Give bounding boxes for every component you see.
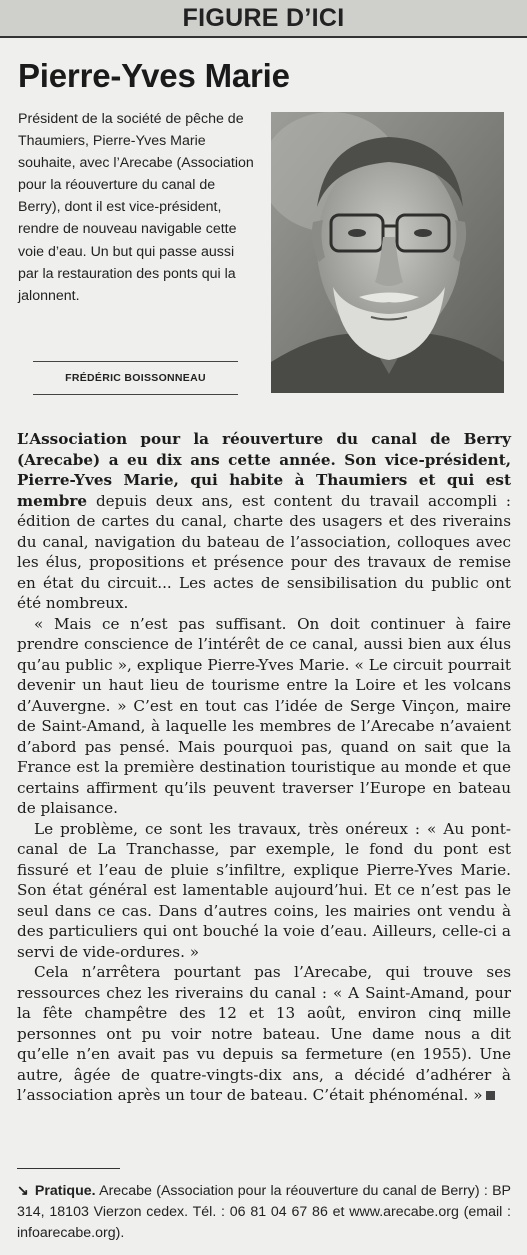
lead-text: depuis deux ans, est content du travail accompli : édition de cartes du canal, charte des usagers et des riverains du canal, navigation du bateau de l’association, colloques avec les élus, propositions et présence pour des travaux de remise en état du circuit... Les actes de sensibilisation du public ont été nombreux. [17,491,511,612]
arrow-icon: ↘ [17,1183,29,1199]
portrait-photo [271,112,504,393]
photo-credit: FRÉDÉRIC BOISSONNEAU [65,372,206,384]
practical-text: Arecabe (Association pour la réouverture du canal de Berry) : BP 314, 18103 Vierzon cedex. Tél. : 06 81 04 67 86 et www.arecabe.org (email : infoarecabe.org). [17,1183,511,1241]
practical-info [17,1181,511,1244]
article-body [17,429,511,1106]
credit-rule-bottom [33,394,238,395]
footer-rule [17,1168,120,1169]
article-paragraph-lead [17,429,511,614]
article-paragraph-4 [17,962,511,1106]
rubric-divider [0,36,527,38]
end-mark-icon [486,1091,495,1100]
article-paragraph-2: « Mais ce n’est pas suffisant. On doit continuer à faire prendre conscience de l’intérêt de ce canal, aussi bien aux élus qu’au public », explique Pierre-Yves Marie. « Le circuit pourrait devenir un haut lieu de tourisme entre la Loire et les volcans d’Auvergne. » C’est en tout cas l’idée de Serge Vinçon, maire de Saint-Amand, à laquelle les membres de l’Arecabe n’avaient d’abord pas pensé. Mais pourquoi pas, quand on sait que la France est la première destination touristique au monde et que certains affirment qu’ils peuvent traverser l’Europe en bateau de plaisance. [17,614,511,817]
lead-bold-text: L’Association pour la réouverture du canal de Berry (Arecabe) a eu dix ans cette année. Son vice-président, Pierre-Yves Marie, qui habite à Thaumiers et qui est membre [17,430,511,510]
credit-rule-top [33,361,238,362]
article-paragraph-3: Le problème, ce sont les travaux, très onéreux : « Au pont-canal de La Tranchasse, par exemple, le fond du pont est fissuré et l’eau de pluie s’infiltre, explique Pierre-Yves Marie. Son état général est lamentable aujourd’hui. Et ce n’est pas le seul dans ce cas. Dans d’autres coins, les mairies ont vendu à des particuliers qui ont bouché la voie d’eau. Ailleurs, celle-ci a servi de vide-ordures. » [17,819,511,961]
portrait-photo-icon [271,112,504,393]
intro-text: Président de la société de pêche de Thaumiers, Pierre-Yves Marie souhaite, avec l’Arecabe (Association pour la réouverture du canal de Berry), dont il est vice-président, rendre de nouveau navigable cette voie d’eau. Un but qui passe aussi par la restauration des ponts qui la jalonnent. [18,111,254,304]
paragraph-4-text: Cela n’arrêtera pourtant pas l’Arecabe, qui trouve ses ressources chez les riverains du canal : « A Saint-Amand, pour la fête champêtre des 12 et 13 août, environ cinq mille personnes ont pu voir notre bateau. Une dame nous a dit qu’elle n’en avait pas vu depuis sa fermeture (en 1955). Une autre, âgée de quatre-vingts-dix ans, a décidé d’adhérer à l’association après un tour de bateau. C’était phénoménal. » [17,963,511,1104]
practical-label: Pratique. [34,1183,96,1199]
section-rubric: FIGURE D’ICI [0,0,527,36]
headline: Pierre-Yves Marie [18,57,290,94]
